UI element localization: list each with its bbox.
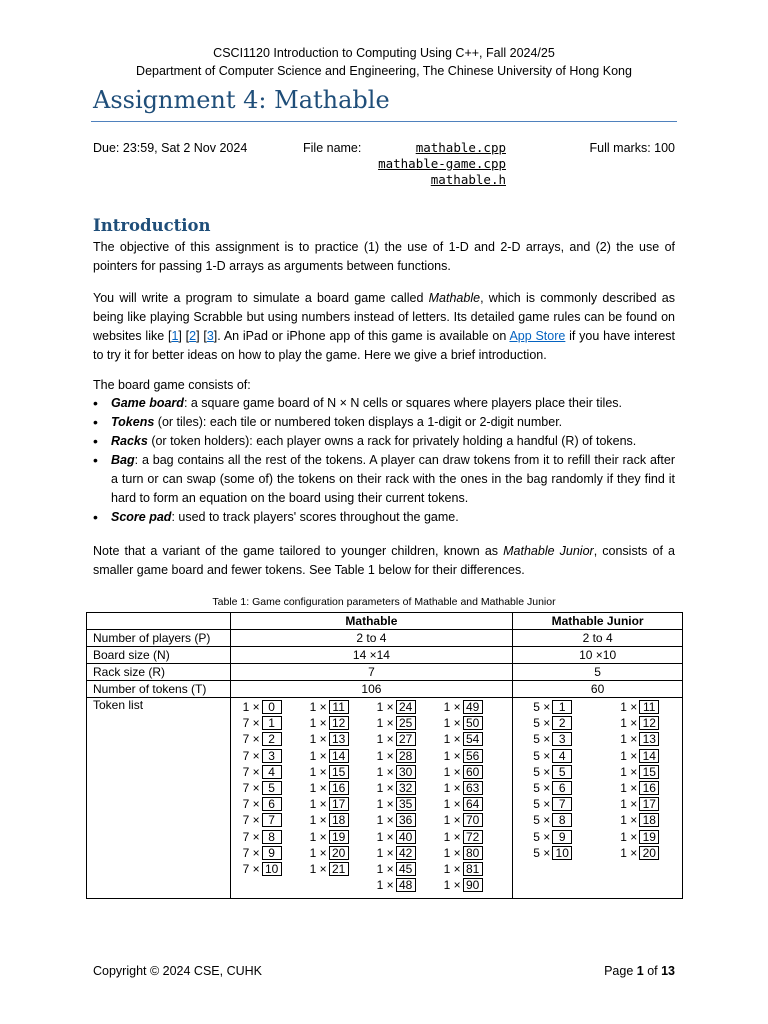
- token-tile: 14: [329, 749, 349, 763]
- token-count: 5 ×: [533, 813, 551, 828]
- token-count: 1 ×: [620, 797, 638, 812]
- token-entry: [377, 812, 416, 828]
- page-header: [0, 44, 768, 80]
- app-store-link[interactable]: App Store: [509, 329, 566, 343]
- course-line: CSCI1120 Introduction to Computing Using C++, Fall 2024/25: [213, 46, 555, 60]
- token-tile: 11: [329, 700, 349, 714]
- token-entry: [533, 845, 572, 861]
- token-entry: [444, 812, 483, 828]
- token-count: 5 ×: [533, 716, 551, 731]
- token-count: 1 ×: [376, 862, 394, 877]
- token-tile: 25: [396, 716, 416, 730]
- table-cell: 7: [230, 664, 513, 681]
- department-line: Department of Computer Science and Engineering, The Chinese University of Hong Kong: [136, 64, 632, 78]
- token-count: 1 ×: [376, 732, 394, 747]
- token-count: 7 ×: [242, 845, 260, 860]
- token-tile: 12: [329, 716, 349, 730]
- full-marks: Full marks: 100: [589, 141, 675, 155]
- token-count: 1 ×: [443, 829, 461, 844]
- token-count: 1 ×: [443, 845, 461, 860]
- token-count: 1 ×: [309, 764, 327, 779]
- token-column: [444, 699, 483, 893]
- token-column: [243, 699, 282, 893]
- token-tile: 8: [552, 813, 572, 827]
- token-tile: 8: [262, 830, 282, 844]
- token-tile: 24: [396, 700, 416, 714]
- token-tile: 81: [463, 862, 483, 876]
- token-tile: 27: [396, 732, 416, 746]
- token-count: 1 ×: [376, 878, 394, 893]
- token-tile: 18: [639, 813, 659, 827]
- token-tile: 18: [329, 813, 349, 827]
- assignment-title: Assignment 4: Mathable: [93, 86, 390, 114]
- token-tile: 16: [639, 781, 659, 795]
- token-count: 1 ×: [443, 797, 461, 812]
- token-entry: [310, 764, 349, 780]
- token-count: 5 ×: [533, 829, 551, 844]
- list-item: • Racks (or token holders): each player owns a rack for privately holding a handful (R) of tokens.: [93, 432, 675, 451]
- token-count: 1 ×: [309, 781, 327, 796]
- page-number: Page 1 of 13: [604, 964, 675, 978]
- token-tile: 60: [463, 765, 483, 779]
- token-entry: [310, 796, 349, 812]
- token-column: [310, 699, 349, 893]
- table-row: [87, 698, 683, 899]
- token-tile: 3: [552, 732, 572, 746]
- components-list: [93, 394, 675, 527]
- token-entry: [377, 715, 416, 731]
- token-count: 1 ×: [309, 732, 327, 747]
- title-rule: [91, 121, 677, 122]
- token-tile: 2: [262, 732, 282, 746]
- token-entry: [533, 699, 572, 715]
- token-entry: [310, 829, 349, 845]
- token-count: 1 ×: [620, 764, 638, 779]
- token-tile: 6: [262, 797, 282, 811]
- token-count: 1 ×: [309, 862, 327, 877]
- table-cell: 2 to 4: [513, 630, 683, 647]
- token-column: [377, 699, 416, 893]
- token-count: 5 ×: [533, 748, 551, 763]
- token-tile: 56: [463, 749, 483, 763]
- game-variant-name: Mathable Junior: [503, 544, 594, 558]
- token-tile: 9: [262, 846, 282, 860]
- token-tile: 7: [262, 813, 282, 827]
- row-label: Number of players (P): [87, 630, 231, 647]
- table-cell: 14 ×14: [230, 647, 513, 664]
- token-entry: [310, 699, 349, 715]
- token-tile: 10: [552, 846, 572, 860]
- token-count: 1 ×: [620, 829, 638, 844]
- token-count: 1 ×: [620, 781, 638, 796]
- config-table: [86, 612, 683, 899]
- token-tile: 49: [463, 700, 483, 714]
- file-name[interactable]: mathable.cpp: [415, 140, 506, 155]
- row-label: Number of tokens (T): [87, 681, 231, 698]
- token-count: 7 ×: [242, 764, 260, 779]
- list-item: • Game board: a square game board of N × N cells or squares where players place their tiles.: [93, 394, 675, 413]
- token-tile: 1: [552, 700, 572, 714]
- token-entry: [444, 731, 483, 747]
- paragraph: Note that a variant of the game tailored to younger children, known as Mathable Junior, consists of a smaller game board and fewer tokens. See Table 1 below for their differences.: [93, 544, 675, 577]
- token-list-cell: [230, 698, 513, 899]
- token-tile: 17: [639, 797, 659, 811]
- token-entry: [310, 715, 349, 731]
- token-entry: [533, 796, 572, 812]
- table-row: [87, 647, 683, 664]
- token-tile: 3: [262, 749, 282, 763]
- token-entry: [533, 748, 572, 764]
- token-entry: [533, 731, 572, 747]
- token-entry: [310, 780, 349, 796]
- token-tile: 72: [463, 830, 483, 844]
- token-tile: 16: [329, 781, 349, 795]
- token-tile: 13: [639, 732, 659, 746]
- file-name[interactable]: mathable.h: [430, 172, 506, 187]
- copyright: Copyright © 2024 CSE, CUHK: [93, 964, 263, 978]
- token-count: 7 ×: [242, 813, 260, 828]
- token-entry: [243, 845, 282, 861]
- token-tile: 15: [639, 765, 659, 779]
- token-tile: 50: [463, 716, 483, 730]
- token-count: 1 ×: [309, 700, 327, 714]
- token-tile: 19: [329, 830, 349, 844]
- file-list: [363, 140, 506, 188]
- token-entry: [243, 829, 282, 845]
- token-tile: 70: [463, 813, 483, 827]
- token-entry: [620, 845, 659, 861]
- token-entry: [620, 748, 659, 764]
- token-entry: [377, 780, 416, 796]
- row-label: Rack size (R): [87, 664, 231, 681]
- table-cell: [87, 613, 231, 630]
- token-column: [620, 699, 659, 861]
- table-cell: 2 to 4: [230, 630, 513, 647]
- reference-link[interactable]: 2: [189, 329, 197, 343]
- token-entry: [310, 731, 349, 747]
- token-count: 1 ×: [376, 716, 394, 731]
- table-row: [87, 681, 683, 698]
- token-tile: 2: [552, 716, 572, 730]
- token-tile: 20: [329, 846, 349, 860]
- token-entry: [377, 877, 416, 893]
- token-tile: 4: [552, 749, 572, 763]
- table-caption: Table 1: Game configuration parameters of Mathable and Mathable Junior: [212, 596, 556, 608]
- token-count: 1 ×: [309, 716, 327, 731]
- token-entry: [243, 699, 282, 715]
- token-tile: 32: [396, 781, 416, 795]
- token-count: 1 ×: [443, 878, 461, 893]
- token-count: 5 ×: [533, 845, 551, 860]
- file-name-label: File name:: [303, 141, 362, 155]
- token-count: 1 ×: [309, 797, 327, 812]
- token-count: 1 ×: [620, 845, 638, 860]
- table-row: [87, 630, 683, 647]
- token-entry: [620, 699, 659, 715]
- token-count: 5 ×: [533, 797, 551, 812]
- token-entry: [310, 845, 349, 861]
- token-count: 1 ×: [443, 716, 461, 731]
- token-entry: [377, 699, 416, 715]
- token-tile: 5: [552, 765, 572, 779]
- token-entry: [243, 780, 282, 796]
- token-entry: [377, 845, 416, 861]
- token-tile: 17: [329, 797, 349, 811]
- token-count: 1 ×: [620, 716, 638, 731]
- token-entry: [243, 861, 282, 877]
- token-tile: 19: [639, 830, 659, 844]
- token-tile: 15: [329, 765, 349, 779]
- table-cell: 60: [513, 681, 683, 698]
- table-cell: 10 ×10: [513, 647, 683, 664]
- token-count: 1 ×: [309, 748, 327, 763]
- token-entry: [533, 812, 572, 828]
- token-entry: [620, 715, 659, 731]
- token-tile: 10: [262, 862, 282, 876]
- token-entry: [444, 748, 483, 764]
- token-tile: 40: [396, 830, 416, 844]
- token-count: 1 ×: [242, 700, 260, 714]
- token-tile: 80: [463, 846, 483, 860]
- token-count: 1 ×: [376, 781, 394, 796]
- reference-link[interactable]: 3: [206, 329, 214, 343]
- token-count: 7 ×: [242, 732, 260, 747]
- token-entry: [243, 796, 282, 812]
- token-entry: [310, 812, 349, 828]
- token-count: 1 ×: [620, 700, 638, 714]
- token-entry: [533, 764, 572, 780]
- token-count: 5 ×: [533, 700, 551, 714]
- token-tile: 90: [463, 878, 483, 892]
- due-date: Due: 23:59, Sat 2 Nov 2024: [93, 141, 248, 155]
- token-count: 1 ×: [443, 862, 461, 877]
- token-count: 1 ×: [309, 845, 327, 860]
- token-count: 1 ×: [309, 813, 327, 828]
- token-entry: [444, 845, 483, 861]
- token-tile: 7: [552, 797, 572, 811]
- token-tile: 5: [262, 781, 282, 795]
- token-entry: [243, 748, 282, 764]
- token-count: 1 ×: [443, 813, 461, 828]
- token-entry: [444, 699, 483, 715]
- token-count: 7 ×: [242, 781, 260, 796]
- token-entry: [243, 764, 282, 780]
- section-heading-introduction: Introduction: [93, 216, 211, 235]
- token-entry: [620, 780, 659, 796]
- token-entry: [533, 829, 572, 845]
- token-tile: 1: [262, 716, 282, 730]
- token-tile: 28: [396, 749, 416, 763]
- token-count: 1 ×: [443, 764, 461, 779]
- token-tile: 6: [552, 781, 572, 795]
- token-tile: 13: [329, 732, 349, 746]
- table-row: [87, 664, 683, 681]
- list-item: • Tokens (or tiles): each tile or numbered token displays a 1-digit or 2-digit number.: [93, 413, 675, 432]
- file-name[interactable]: mathable-game.cpp: [378, 156, 506, 171]
- token-count: 1 ×: [309, 829, 327, 844]
- token-count: 1 ×: [376, 845, 394, 860]
- token-entry: [444, 829, 483, 845]
- token-count: 1 ×: [443, 781, 461, 796]
- token-count: 7 ×: [242, 862, 260, 877]
- token-tile: 12: [639, 716, 659, 730]
- token-count: 1 ×: [620, 813, 638, 828]
- token-entry: [444, 715, 483, 731]
- token-tile: 54: [463, 732, 483, 746]
- token-tile: 63: [463, 781, 483, 795]
- table-header-row: [87, 613, 683, 630]
- token-tile: 30: [396, 765, 416, 779]
- token-tile: 20: [639, 846, 659, 860]
- token-count: 1 ×: [376, 813, 394, 828]
- table-cell: 106: [230, 681, 513, 698]
- list-item: • Score pad: used to track players' scores throughout the game.: [93, 508, 675, 527]
- row-label: Board size (N): [87, 647, 231, 664]
- token-entry: [377, 829, 416, 845]
- paragraph: You will write a program to simulate a board game called Mathable, which is commonly described as being like playing Scrabble but using numbers instead of letters. Its detailed game rules can be found on websites like [1] [2] [3]. An iPad or iPhone app of this game is available on App Store if you have interest to try it for better ideas on how to play the game. Here we give a brief introduction.: [93, 291, 676, 362]
- token-tile: 45: [396, 862, 416, 876]
- paragraph: The board game consists of:: [93, 378, 251, 392]
- token-count: 5 ×: [533, 764, 551, 779]
- token-entry: [377, 748, 416, 764]
- token-entry: [620, 764, 659, 780]
- list-item: • Bag: a bag contains all the rest of the tokens. A player can draw tokens from it to refill their rack after a turn or can swap (some of) the tokens on their rack with the ones in the bag randomly if they find it hard to form an equation on the board using their current tokens.: [93, 451, 675, 508]
- token-entry: [444, 861, 483, 877]
- token-tile: 0: [262, 700, 282, 714]
- token-tile: 11: [639, 700, 659, 714]
- token-count: 7 ×: [242, 797, 260, 812]
- token-entry: [310, 748, 349, 764]
- token-tile: 4: [262, 765, 282, 779]
- token-count: 1 ×: [620, 732, 638, 747]
- token-tile: 9: [552, 830, 572, 844]
- token-tile: 35: [396, 797, 416, 811]
- token-count: 5 ×: [533, 732, 551, 747]
- token-entry: [533, 780, 572, 796]
- token-tile: 42: [396, 846, 416, 860]
- token-list-cell: [513, 698, 683, 899]
- token-entry: [620, 731, 659, 747]
- token-entry: [310, 861, 349, 877]
- token-entry: [533, 715, 572, 731]
- row-label: Token list: [87, 698, 231, 899]
- paragraph: The objective of this assignment is to practice (1) the use of 1-D and 2-D arrays, and (2) the use of pointers for passing 1-D arrays as arguments between functions.: [93, 240, 675, 273]
- token-count: 1 ×: [443, 748, 461, 763]
- reference-link[interactable]: 1: [171, 329, 179, 343]
- token-entry: [377, 796, 416, 812]
- token-tile: 14: [639, 749, 659, 763]
- token-tile: 21: [329, 862, 349, 876]
- token-count: 7 ×: [242, 716, 260, 731]
- token-entry: [444, 764, 483, 780]
- token-count: 1 ×: [443, 732, 461, 747]
- token-entry: [377, 764, 416, 780]
- token-entry: [444, 780, 483, 796]
- token-entry: [377, 731, 416, 747]
- token-count: 1 ×: [376, 700, 394, 714]
- token-column: [533, 699, 572, 861]
- table-header: Mathable Junior: [513, 613, 683, 630]
- token-tile: 64: [463, 797, 483, 811]
- token-entry: [620, 829, 659, 845]
- token-count: 7 ×: [242, 748, 260, 763]
- token-count: 1 ×: [443, 700, 461, 714]
- token-count: 1 ×: [620, 748, 638, 763]
- token-entry: [243, 812, 282, 828]
- token-entry: [243, 731, 282, 747]
- token-entry: [620, 812, 659, 828]
- token-tile: 36: [396, 813, 416, 827]
- token-count: 7 ×: [242, 829, 260, 844]
- token-count: 5 ×: [533, 781, 551, 796]
- token-entry: [377, 861, 416, 877]
- table-header: Mathable: [230, 613, 513, 630]
- token-count: 1 ×: [376, 829, 394, 844]
- token-tile: 48: [396, 878, 416, 892]
- game-name: Mathable: [428, 291, 481, 305]
- token-count: 1 ×: [376, 748, 394, 763]
- token-entry: [444, 796, 483, 812]
- table-cell: 5: [513, 664, 683, 681]
- token-count: 1 ×: [376, 797, 394, 812]
- token-entry: [620, 796, 659, 812]
- token-count: 1 ×: [376, 764, 394, 779]
- token-entry: [444, 877, 483, 893]
- token-entry: [243, 715, 282, 731]
